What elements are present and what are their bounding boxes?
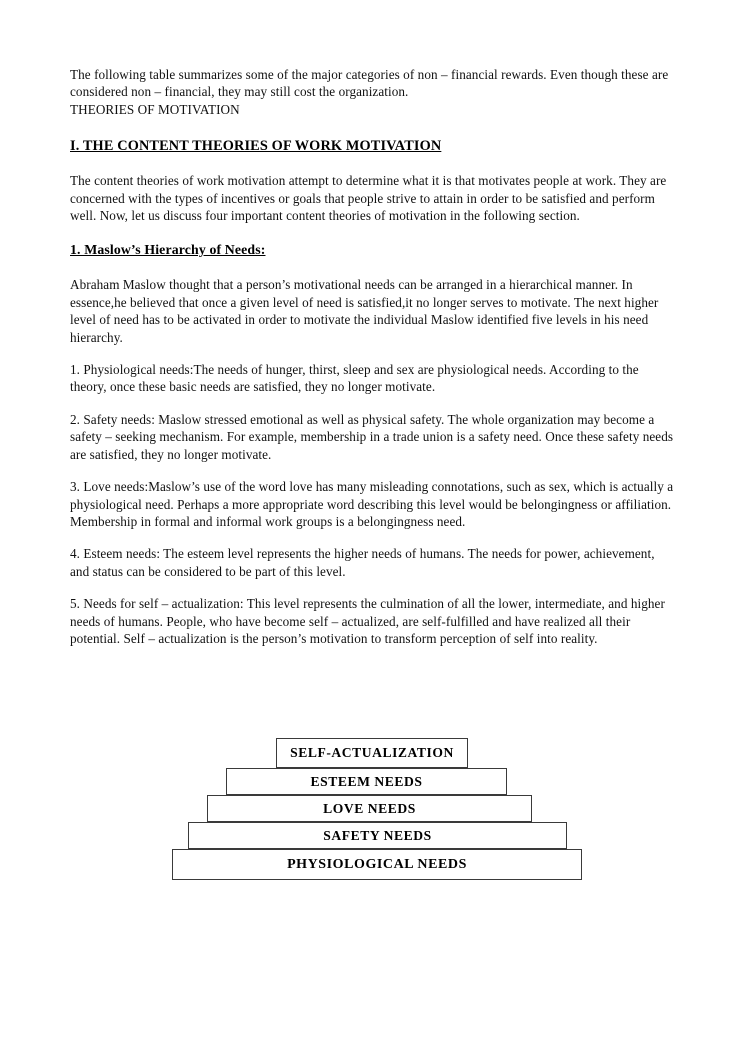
need-item-esteem: 4. Esteem needs: The esteem level represents the higher needs of humans. The needs for power, achievement, and status can be considered to be part of this level. <box>70 546 655 579</box>
pyramid-tier-love-needs: LOVE NEEDS <box>207 795 532 822</box>
spacer <box>70 259 674 276</box>
theories-of-motivation-line: THEORIES OF MOTIVATION <box>70 101 240 117</box>
pyramid-tier-physiological-needs: PHYSIOLOGICAL NEEDS <box>172 849 582 880</box>
subsection-heading-maslow: 1. Maslow’s Hierarchy of Needs: <box>70 242 266 258</box>
document-body <box>70 66 674 647</box>
maslow-intro-paragraph: Abraham Maslow thought that a person’s motivational needs can be arranged in a hierarchical manner. In essence,he believed that once a given level of need is satisfied,it no longer serves to motivate. The next higher level of need has to be activated in order to motivate the individual Maslow identified five levels in his need hierarchy. <box>70 277 659 345</box>
spacer <box>70 580 674 595</box>
pyramid-tier-self-actualization: SELF-ACTUALIZATION <box>276 738 468 768</box>
intro-paragraph: The following table summarizes some of the major categories of non – financial rewards. Even though these are considered non – financial, they may still cost the organization. <box>70 67 669 100</box>
spacer <box>70 118 674 137</box>
maslow-hierarchy-pyramid <box>0 735 744 885</box>
section-heading-content-theories: I. THE CONTENT THEORIES OF WORK MOTIVATION <box>70 138 442 155</box>
spacer <box>70 155 674 172</box>
need-item-self-actualization: 5. Needs for self – actualization: This level represents the culmination of all the lower, intermediate, and higher needs of humans. People, who have become self – actualized, are self-fulfilled and have realized all their potential. Self – actualization is the person’s motivation to transform perception of self into reality. <box>70 596 665 646</box>
section-intro-paragraph: The content theories of work motivation attempt to determine what it is that motivates people at work. They are concerned with the types of incentives or goals that people strive to attain in order to be satisfied and perform well. Now, let us discuss four important content theories of motivation in the following section. <box>70 173 667 224</box>
spacer <box>70 530 674 545</box>
pyramid-tier-esteem-needs: ESTEEM NEEDS <box>226 768 507 795</box>
need-item-physiological: 1. Physiological needs:The needs of hunger, thirst, sleep and sex are physiological needs. According to the theory, once these basic needs are satisfied, they no longer motivate. <box>70 362 639 395</box>
need-item-safety: 2. Safety needs: Maslow stressed emotional as well as physical safety. The whole organization may become a safety – seeking mechanism. For example, membership in a trade union is a safety need. Once these safety needs are satisfied, they no longer motivate. <box>70 411 674 462</box>
pyramid-tier-safety-needs: SAFETY NEEDS <box>188 822 567 849</box>
spacer <box>70 346 674 361</box>
spacer <box>70 224 674 241</box>
spacer <box>70 463 674 478</box>
need-item-love: 3. Love needs:Maslow’s use of the word love has many misleading connotations, such as sex, which is actually a physiological need. Perhaps a more appropriate word describing this level would be belongingness or affiliation. Membership in formal and informal work groups is a belongingness need. <box>70 479 674 529</box>
spacer <box>70 396 674 411</box>
